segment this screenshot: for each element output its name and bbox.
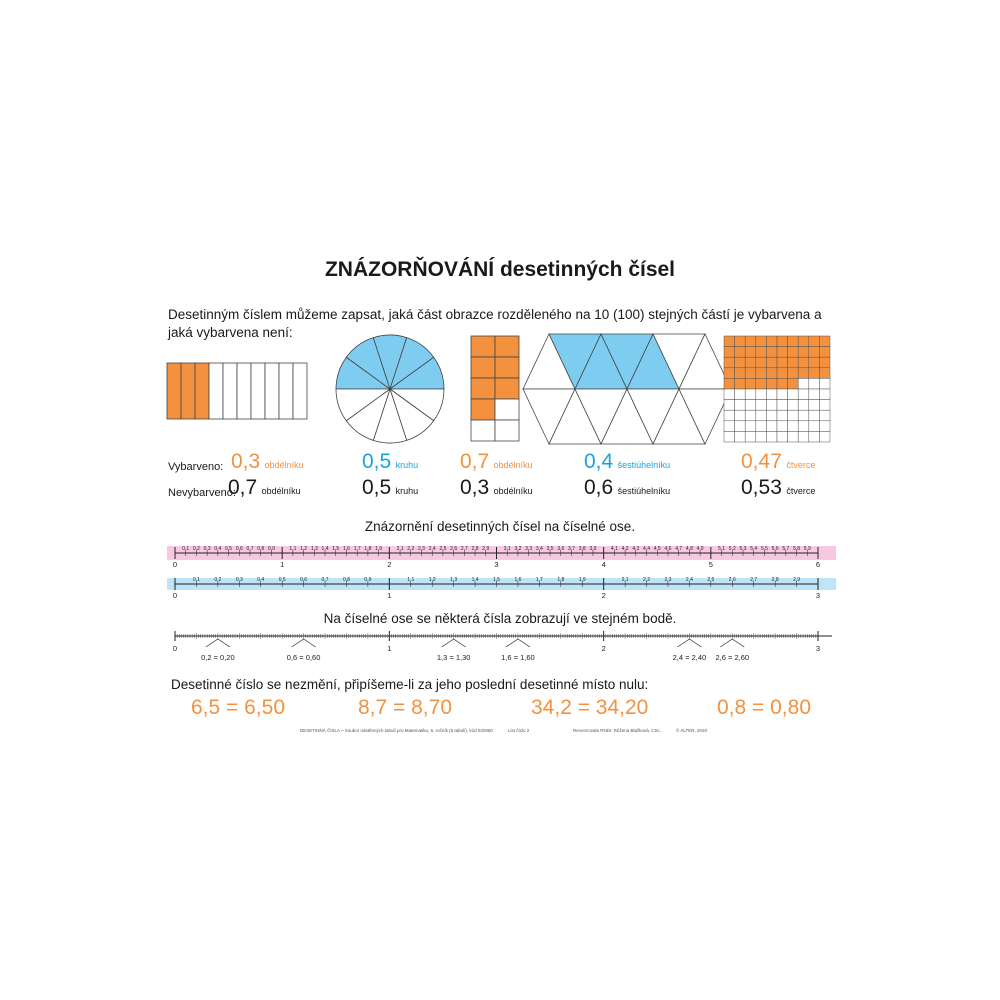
minor-label: 2,1 <box>621 577 629 583</box>
minor-label: 5,5 <box>760 546 768 552</box>
square-grid-cell <box>819 389 830 400</box>
grid-rectangle-cell <box>495 420 519 441</box>
square-grid-cell <box>766 368 777 379</box>
square-grid-cell <box>819 336 830 347</box>
rectangle-strip <box>223 363 237 419</box>
minor-label: 4,7 <box>675 546 683 552</box>
square-grid-cell <box>809 357 820 368</box>
minor-label: 2,2 <box>407 546 415 552</box>
square-grid-cell <box>735 368 746 379</box>
square-grid-cell <box>788 431 799 442</box>
minor-label: 2,6 <box>450 546 458 552</box>
colored-label: Vybarveno: <box>168 461 224 473</box>
same-point-bracket <box>442 639 466 647</box>
square-grid-cell <box>798 389 809 400</box>
value-colored-3: 0,4 šestiúhelníku <box>584 450 671 473</box>
minor-label: 2,8 <box>771 577 779 583</box>
square-grid-cell <box>766 431 777 442</box>
square-grid-cell <box>766 389 777 400</box>
minor-label: 3,4 <box>535 546 543 552</box>
square-grid-cell <box>745 336 756 347</box>
minor-label: 5,4 <box>750 546 758 552</box>
minor-label: 3,7 <box>568 546 575 552</box>
square-grid-cell <box>819 378 830 389</box>
tick-label: 0 <box>172 591 178 600</box>
square-grid-cell <box>756 347 767 358</box>
square-grid-cell <box>819 357 830 368</box>
square-grid-cell <box>756 336 767 347</box>
minor-label: 1,2 <box>300 546 308 552</box>
tick-label: 1 <box>280 560 285 569</box>
square-grid-cell <box>735 389 746 400</box>
minor-label: 0,5 <box>225 546 233 552</box>
minor-label: 5,1 <box>718 546 726 552</box>
square-grid-cell <box>777 421 788 432</box>
square-grid-cell <box>788 347 799 358</box>
square-grid-cell <box>788 336 799 347</box>
minor-label: 0,4 <box>257 577 265 583</box>
minor-label: 0,3 <box>203 546 211 552</box>
same-point-bracket <box>506 639 530 647</box>
square-grid-cell <box>756 421 767 432</box>
minor-label: 2,4 <box>685 577 693 583</box>
minor-label: 1,3 <box>310 546 318 552</box>
square-grid-cell <box>788 389 799 400</box>
minor-label: 0,9 <box>364 577 372 583</box>
same-point-label: 0,6 = 0,60 <box>286 653 321 662</box>
square-grid-cell <box>819 347 830 358</box>
square-grid-cell <box>819 431 830 442</box>
square-grid-cell <box>745 368 756 379</box>
footer-copyright: © ALTER, 2020 <box>676 728 707 733</box>
minor-label: 0,7 <box>246 546 254 552</box>
page-title: ZNÁZORŇOVÁNÍ desetinných čísel <box>324 258 676 281</box>
square-grid-cell <box>745 431 756 442</box>
square-grid-cell <box>798 357 809 368</box>
minor-label: 0,3 <box>235 577 243 583</box>
minor-label: 3,9 <box>589 546 597 552</box>
minor-label: 1,2 <box>428 577 436 583</box>
value-uncolored-1: 0,5 kruhu <box>362 476 419 499</box>
minor-label: 2,9 <box>482 546 490 552</box>
value-uncolored-0: 0,7 obdélníku <box>228 476 301 499</box>
square-grid-cell <box>766 410 777 421</box>
rectangle-strip <box>293 363 307 419</box>
square-grid-cell <box>819 368 830 379</box>
square-grid-cell <box>756 400 767 411</box>
same-point-label: 2,4 = 2,40 <box>672 653 707 662</box>
square-grid-cell <box>777 336 788 347</box>
equality-3: 0,8 = 0,80 <box>717 696 811 719</box>
square-grid-cell <box>819 421 830 432</box>
minor-label: 2,9 <box>793 577 801 583</box>
same-point-bracket <box>677 639 701 647</box>
same-point-label: 2,6 = 2,60 <box>715 653 750 662</box>
square-grid-cell <box>745 410 756 421</box>
same-point-title: Na číselné ose se některá čísla zobrazují ve stejném bodě. <box>323 611 677 626</box>
minor-label: 1,6 <box>342 546 350 552</box>
uncolored-label: Nevybarveno: <box>168 487 236 499</box>
minor-label: 5,7 <box>782 546 790 552</box>
minor-label: 2,8 <box>471 546 479 552</box>
square-grid-cell <box>777 400 788 411</box>
square-grid-cell <box>809 389 820 400</box>
same-point-bracket <box>720 639 744 647</box>
grid-rectangle-cell <box>471 399 495 420</box>
minor-label: 0,4 <box>214 546 222 552</box>
square-grid-cell <box>766 347 777 358</box>
minor-label: 1,8 <box>364 546 372 552</box>
square-grid-cell <box>724 357 735 368</box>
square-grid-cell <box>788 378 799 389</box>
square-grid-cell <box>756 410 767 421</box>
square-grid-cell <box>798 410 809 421</box>
tick-label: 5 <box>708 560 713 569</box>
square-grid-cell <box>809 347 820 358</box>
minor-label: 3,6 <box>557 546 565 552</box>
numberline-title: Znázornění desetinných čísel na číselné ose. <box>364 519 636 534</box>
value-uncolored-2: 0,3 obdélníku <box>460 476 533 499</box>
minor-label: 1,1 <box>407 577 415 583</box>
tick-label: 3 <box>815 644 821 653</box>
square-grid-cell <box>788 400 799 411</box>
square-grid-cell <box>724 410 735 421</box>
square-grid-cell <box>735 431 746 442</box>
tick-label: 2 <box>387 560 392 569</box>
tick-label: 6 <box>815 560 821 569</box>
square-grid-cell <box>756 378 767 389</box>
tick-label: 2 <box>601 644 606 653</box>
minor-label: 4,9 <box>696 546 704 552</box>
minor-label: 4,3 <box>632 546 640 552</box>
square-grid-cell <box>745 357 756 368</box>
minor-label: 5,8 <box>793 546 801 552</box>
square-grid-cell <box>809 368 820 379</box>
minor-label: 1,6 <box>514 577 522 583</box>
value-uncolored-4: 0,53 čtverce <box>741 476 816 499</box>
square-grid-cell <box>756 368 767 379</box>
square-grid-cell <box>777 347 788 358</box>
footer-series: DESETINNÁ ČÍSLA – Soubor nástěnných tabulí pro Matematiku, 6. ročník (6 tabulí), kód 032850 <box>300 728 493 733</box>
value-colored-2: 0,7 obdélníku <box>460 450 533 473</box>
square-grid-cell <box>724 347 735 358</box>
square-grid-cell <box>766 336 777 347</box>
square-grid-cell <box>819 400 830 411</box>
equality-0: 6,5 = 6,50 <box>191 696 285 719</box>
square-grid-cell <box>756 389 767 400</box>
square-grid-cell <box>745 389 756 400</box>
minor-label: 4,6 <box>664 546 672 552</box>
minor-label: 2,4 <box>428 546 436 552</box>
square-grid-cell <box>788 410 799 421</box>
rectangle-strip <box>181 363 195 419</box>
minor-label: 4,4 <box>643 546 651 552</box>
square-grid-cell <box>745 378 756 389</box>
square-grid-cell <box>809 431 820 442</box>
grid-rectangle-cell <box>495 357 519 378</box>
minor-label: 5,6 <box>771 546 779 552</box>
minor-label: 0,1 <box>182 546 190 552</box>
square-grid-cell <box>809 410 820 421</box>
minor-label: 2,7 <box>750 577 758 583</box>
square-grid-cell <box>735 421 746 432</box>
same-point-label: 0,2 = 0,20 <box>201 653 235 662</box>
rectangle-strip <box>237 363 251 419</box>
rectangle-strip <box>209 363 223 419</box>
rectangle-strip <box>167 363 181 419</box>
minor-label: 2,7 <box>460 546 468 552</box>
same-point-label: 1,3 = 1,30 <box>436 653 471 662</box>
square-grid-cell <box>724 368 735 379</box>
square-grid-cell <box>777 368 788 379</box>
square-grid-cell <box>798 378 809 389</box>
minor-label: 4,8 <box>685 546 693 552</box>
rectangle-strip <box>195 363 209 419</box>
value-colored-0: 0,3 obdélníku <box>231 450 304 473</box>
square-grid-cell <box>777 389 788 400</box>
square-grid-cell <box>724 378 735 389</box>
minor-label: 2,5 <box>439 546 447 552</box>
tick-label: 1 <box>387 644 392 653</box>
minor-label: 5,2 <box>728 546 736 552</box>
minor-label: 1,1 <box>289 546 297 552</box>
square-grid-cell <box>777 378 788 389</box>
square-grid-cell <box>735 347 746 358</box>
minor-label: 3,1 <box>503 546 511 552</box>
grid-rectangle-cell <box>471 357 495 378</box>
footer-reviewer: Recenzovala RNDr. Růžena Blažková, CSc. <box>573 728 662 733</box>
square-grid-cell <box>724 389 735 400</box>
minor-label: 1,9 <box>578 577 586 583</box>
square-grid-cell <box>745 421 756 432</box>
square-grid-cell <box>735 400 746 411</box>
minor-label: 3,8 <box>578 546 586 552</box>
grid-rectangle-cell <box>471 336 495 357</box>
minor-label: 1,3 <box>450 577 458 583</box>
same-point-bracket <box>292 639 316 647</box>
grid-rectangle-cell <box>471 378 495 399</box>
minor-label: 3,3 <box>525 546 533 552</box>
intro-text: Desetinným číslem můžeme zapsat, jaká část obrazce rozděleného na 10 (100) stejných částí je vybarvena a jaká vybarvena není: <box>168 307 822 340</box>
square-grid-cell <box>745 347 756 358</box>
minor-label: 2,1 <box>396 546 404 552</box>
minor-label: 4,2 <box>621 546 629 552</box>
grid-rectangle-cell <box>495 336 519 357</box>
minor-label: 2,3 <box>418 546 425 552</box>
square-grid-cell <box>735 336 746 347</box>
square-grid-cell <box>788 421 799 432</box>
square-grid-cell <box>756 357 767 368</box>
minor-label: 1,5 <box>332 546 340 552</box>
square-grid-cell <box>724 336 735 347</box>
square-grid-cell <box>766 400 777 411</box>
footer-sheet: List číslo 2 <box>508 728 530 733</box>
minor-label: 5,9 <box>803 546 811 552</box>
minor-label: 0,9 <box>267 546 275 552</box>
square-grid-cell <box>788 357 799 368</box>
square-grid-cell <box>777 357 788 368</box>
same-point-label: 1,6 = 1,60 <box>501 653 535 662</box>
minor-label: 1,4 <box>471 577 479 583</box>
minor-label: 1,7 <box>353 546 361 552</box>
tick-label: 3 <box>815 591 821 600</box>
equality-2: 34,2 = 34,20 <box>531 696 649 719</box>
zero-rule-title: Desetinné číslo se nezmění, připíšeme-li za jeho poslední desetinné místo nulu: <box>171 677 649 692</box>
tick-label: 4 <box>601 560 606 569</box>
minor-label: 0,2 <box>214 577 222 583</box>
minor-label: 1,7 <box>535 577 543 583</box>
square-grid-cell <box>766 378 777 389</box>
minor-label: 2,2 <box>643 577 651 583</box>
rectangle-strip <box>279 363 293 419</box>
grid-rectangle-cell <box>495 378 519 399</box>
value-colored-1: 0,5 kruhu <box>362 450 419 473</box>
square-grid-cell <box>798 400 809 411</box>
minor-label: 5,3 <box>739 546 747 552</box>
minor-label: 0,2 <box>192 546 200 552</box>
square-grid-cell <box>798 347 809 358</box>
minor-label: 1,9 <box>375 546 383 552</box>
minor-label: 2,6 <box>728 577 736 583</box>
tick-label: 3 <box>494 560 499 569</box>
square-grid-cell <box>766 357 777 368</box>
square-grid-cell <box>798 368 809 379</box>
rectangle-strip <box>251 363 265 419</box>
minor-label: 1,5 <box>493 577 500 583</box>
minor-label: 0,6 <box>235 546 243 552</box>
minor-label: 4,5 <box>653 546 661 552</box>
square-grid-cell <box>735 378 746 389</box>
minor-label: 0,5 <box>278 577 286 583</box>
square-grid-cell <box>724 421 735 432</box>
square-grid-cell <box>809 400 820 411</box>
minor-label: 3,5 <box>546 546 554 552</box>
minor-label: 2,5 <box>707 577 715 583</box>
square-grid-cell <box>724 400 735 411</box>
minor-label: 0,8 <box>257 546 265 552</box>
minor-label: 2,3 <box>664 577 672 583</box>
square-grid-cell <box>798 336 809 347</box>
square-grid-cell <box>809 336 820 347</box>
tick-label: 1 <box>387 591 392 600</box>
square-grid-cell <box>766 421 777 432</box>
square-grid-cell <box>777 410 788 421</box>
square-grid-cell <box>788 368 799 379</box>
value-uncolored-3: 0,6 šestiúhelníku <box>584 476 671 499</box>
square-grid-cell <box>724 431 735 442</box>
minor-label: 1,8 <box>557 577 565 583</box>
minor-label: 0,7 <box>321 577 329 583</box>
grid-rectangle-cell <box>471 420 495 441</box>
square-grid-cell <box>819 410 830 421</box>
minor-label: 1,4 <box>321 546 329 552</box>
rectangle-strip <box>265 363 279 419</box>
square-grid-cell <box>809 421 820 432</box>
minor-label: 0,1 <box>192 577 200 583</box>
square-grid-cell <box>809 378 820 389</box>
square-grid-cell <box>745 400 756 411</box>
minor-label: 4,1 <box>610 546 618 552</box>
tick-label: 0 <box>172 644 178 653</box>
minor-label: 3,2 <box>514 546 522 552</box>
minor-label: 0,6 <box>300 577 308 583</box>
equality-1: 8,7 = 8,70 <box>358 696 452 719</box>
square-grid-cell <box>798 421 809 432</box>
square-grid-cell <box>735 357 746 368</box>
tick-label: 0 <box>172 560 178 569</box>
tick-label: 2 <box>601 591 606 600</box>
minor-label: 0,8 <box>342 577 350 583</box>
same-point-bracket <box>206 639 230 647</box>
square-grid-cell <box>735 410 746 421</box>
grid-rectangle-cell <box>495 399 519 420</box>
square-grid-cell <box>777 431 788 442</box>
value-colored-4: 0,47 čtverce <box>741 450 816 473</box>
square-grid-cell <box>798 431 809 442</box>
square-grid-cell <box>756 431 767 442</box>
